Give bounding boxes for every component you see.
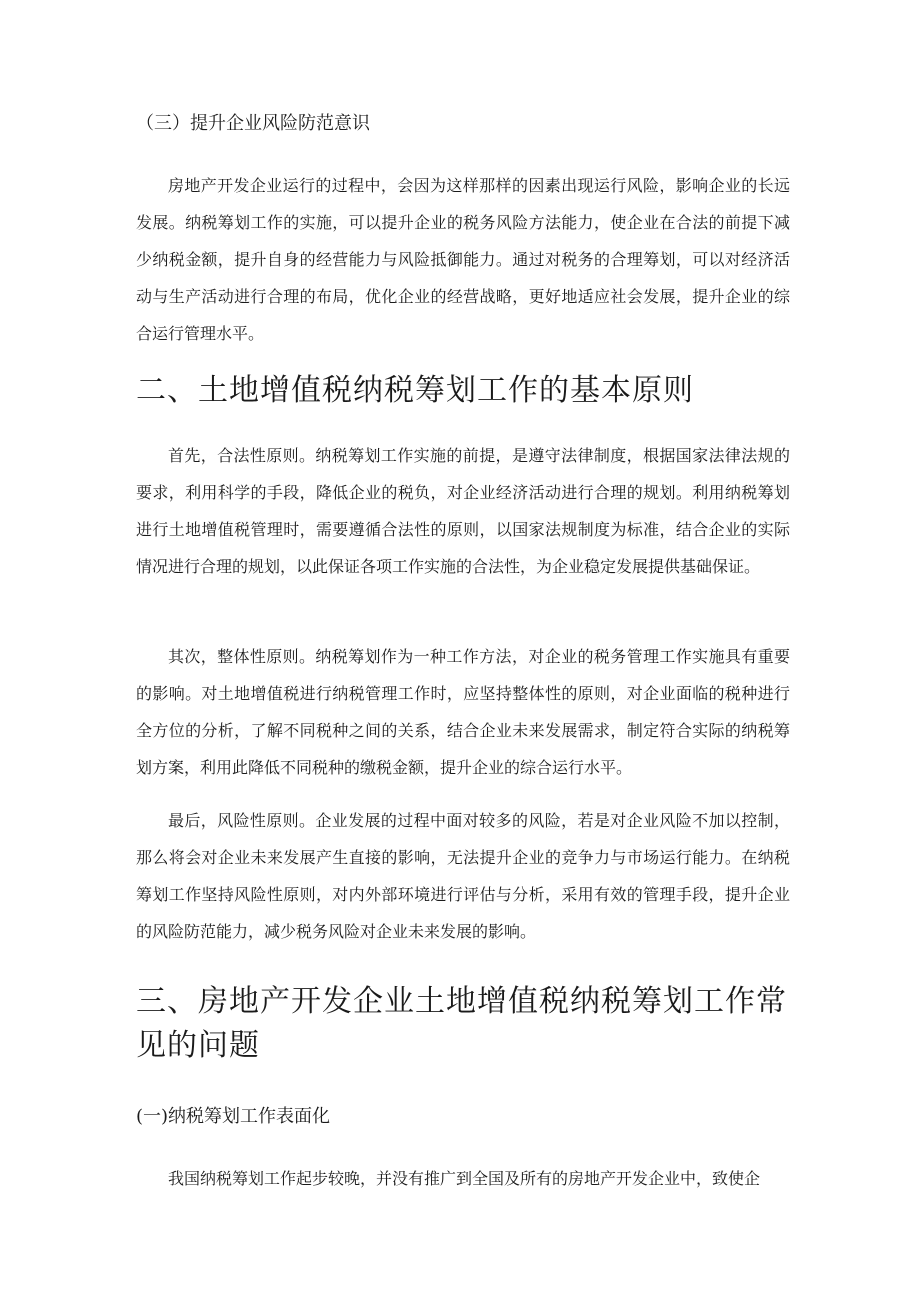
subheading-superficial-planning: (一)纳税筹划工作表面化 — [136, 1106, 331, 1127]
paragraph-legality-principle: 首先，合法性原则。纳税筹划工作实施的前提，是遵守法律制度，根据国家法律法规的要求，利用科学的手段，降低企业的税负，对企业经济活动进行合理的规划。利用纳税筹划进行土地增值税管理时，需要遵循合法性的原则，以国家法规制度为标准，结合企业的实际情况进行合理的规划，以此保证各项工作实施的合法性，为企业稳定发展提供基础保证。 — [136, 446, 790, 576]
paragraph-superficial-planning: 我国纳税筹划工作起步较晚，并没有推广到全国及所有的房地产开发企业中，致使企 — [168, 1169, 761, 1188]
paragraph-integrity-principle: 其次，整体性原则。纳税筹划作为一种工作方法，对企业的税务管理工作实施具有重要的影响。对土地增值税进行纳税管理工作时，应坚持整体性的原则，对企业面临的税种进行全方位的分析，了解不同税种之间的关系，结合企业未来发展需求，制定符合实际的纳税筹划方案，利用此降低不同税种的缴税金额，提升企业的综合运行水平。 — [136, 647, 790, 777]
section-heading-risk-awareness: （三）提升企业风险防范意识 — [136, 113, 370, 134]
heading-basic-principles: 二、土地增值税纳税筹划工作的基本原则 — [136, 373, 694, 408]
heading-common-problems: 三、房地产开发企业土地增值税纳税筹划工作常见的问题 — [136, 984, 787, 1063]
paragraph-risk-principle: 最后，风险性原则。企业发展的过程中面对较多的风险，若是对企业风险不加以控制，那么将会对企业未来发展产生直接的影响，无法提升企业的竞争力与市场运行能力。在纳税筹划工作坚持风险性原则，对内外部环境进行评估与分析，采用有效的管理手段，提升企业的风险防范能力，减少税务风险对企业未来发展的影响。 — [136, 811, 790, 941]
paragraph-risk-awareness: 房地产开发企业运行的过程中，会因为这样那样的因素出现运行风险，影响企业的长远发展。纳税筹划工作的实施，可以提升企业的税务风险方法能力，使企业在合法的前提下减少纳税金额，提升自身的经营能力与风险抵御能力。通过对税务的合理筹划，可以对经济活动与生产活动进行合理的布局，优化企业的经营战略，更好地适应社会发展，提升企业的综合运行管理水平。 — [136, 176, 790, 343]
